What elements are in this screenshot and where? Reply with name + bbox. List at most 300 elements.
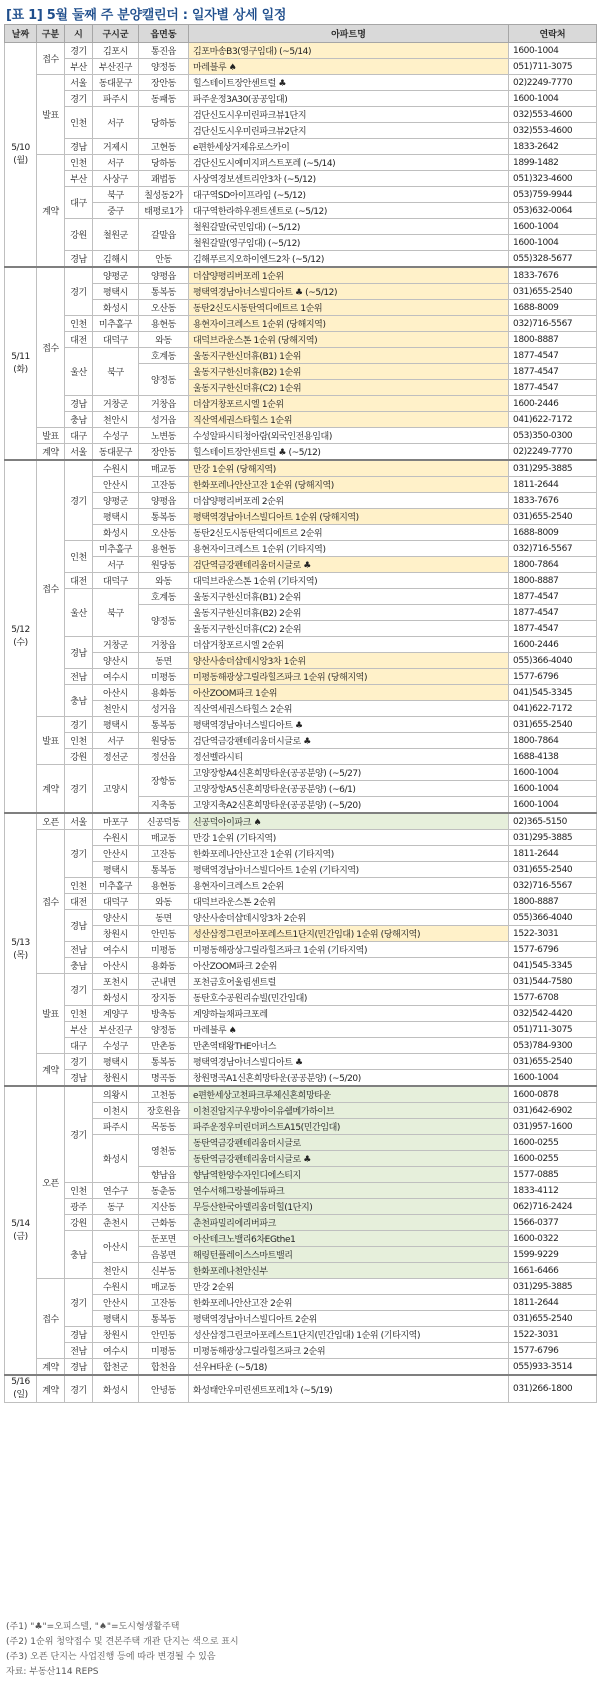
apartment-name-cell: 화성태안우미린센트포레1차 (~5/19) — [189, 1375, 509, 1403]
town-cell: 양평읍 — [139, 267, 189, 284]
apartment-name-cell: 평택역경남아너스빌디아트 ♣ — [189, 1054, 509, 1070]
type-cell: 계약 — [37, 444, 65, 461]
table-row — [5, 637, 597, 653]
apartment-name-cell: 울동지구한신더휴(B2) 1순위 — [189, 364, 509, 380]
district-cell: 화성시 — [93, 300, 139, 316]
header-district: 구시군 — [93, 25, 139, 43]
header-date: 날짜 — [5, 25, 37, 43]
apartment-name-cell: 용현자이크레스트 1순위 (기타지역) — [189, 541, 509, 557]
district-cell: 여수시 — [93, 942, 139, 958]
contact-cell: 051)711-3075 — [509, 59, 597, 75]
apartment-name-cell: 동탄2신도시동탄역디에트르 1순위 — [189, 300, 509, 316]
town-cell: 괘법동 — [139, 171, 189, 187]
apartment-name-cell: 향남역한양수자인디에스티지 — [189, 1167, 509, 1183]
table-row — [5, 942, 597, 958]
date-cell: 5/13 (목) — [5, 813, 37, 1086]
table-row — [5, 541, 597, 557]
contact-cell: 051)711-3075 — [509, 1022, 597, 1038]
table-row — [5, 75, 597, 91]
table-row — [5, 59, 597, 75]
town-cell: 통복동 — [139, 1311, 189, 1327]
apartment-name-cell: 울동지구한신더휴(B1) 2순위 — [189, 589, 509, 605]
apartment-name-cell: 용현자이크레스트 1순위 (당해지역) — [189, 316, 509, 332]
apartment-name-cell: 한화포레나천안신부 — [189, 1263, 509, 1279]
town-cell: 신부동 — [139, 1263, 189, 1279]
province-cell: 울산 — [65, 589, 93, 637]
contact-cell: 031)544-7580 — [509, 974, 597, 990]
apartment-name-cell: 대덕브라운스톤 2순위 — [189, 894, 509, 910]
table-row — [5, 1086, 597, 1103]
apartment-name-cell: 춘천파밀리에리버파크 — [189, 1215, 509, 1231]
contact-cell: 1688-8009 — [509, 525, 597, 541]
header-type: 구분 — [37, 25, 65, 43]
contact-cell: 1600-1004 — [509, 781, 597, 797]
town-cell: 통복동 — [139, 284, 189, 300]
town-cell: 와동 — [139, 894, 189, 910]
district-cell: 사상구 — [93, 171, 139, 187]
district-cell: 양산시 — [93, 910, 139, 926]
apartment-name-cell: 더샵양평리버포레 2순위 — [189, 493, 509, 509]
province-cell: 인천 — [65, 878, 93, 894]
town-cell: 방축동 — [139, 1006, 189, 1022]
table-row — [5, 846, 597, 862]
province-cell: 서울 — [65, 75, 93, 91]
contact-cell: 1600-1004 — [509, 235, 597, 251]
contact-cell: 1600-0255 — [509, 1151, 597, 1167]
apartment-name-cell: 용현자이크레스트 2순위 — [189, 878, 509, 894]
table-row — [5, 653, 597, 669]
type-cell: 발표 — [37, 428, 65, 444]
province-cell: 경기 — [65, 1054, 93, 1070]
apartment-name-cell: 파주운정우미린더퍼스트A15(민간임대) — [189, 1119, 509, 1135]
contact-cell: 1800-7864 — [509, 557, 597, 573]
district-cell: 서구 — [93, 733, 139, 749]
contact-cell: 041)545-3345 — [509, 958, 597, 974]
province-cell: 경기 — [65, 717, 93, 733]
district-cell: 양평군 — [93, 493, 139, 509]
district-cell: 동구 — [93, 1199, 139, 1215]
apartment-name-cell: 사상역경보센트리안3차 (~5/12) — [189, 171, 509, 187]
table-row — [5, 43, 597, 59]
contact-cell: 032)716-5567 — [509, 878, 597, 894]
contact-cell: 053)759-9944 — [509, 187, 597, 203]
contact-cell: 1877-4547 — [509, 380, 597, 396]
town-cell: 동춘동 — [139, 1183, 189, 1199]
table-row — [5, 974, 597, 990]
contact-cell: 1600-1004 — [509, 91, 597, 107]
apartment-name-cell: 김해푸르지오하이엔드2차 (~5/12) — [189, 251, 509, 268]
table-row — [5, 412, 597, 428]
town-cell: 호계동 — [139, 589, 189, 605]
apartment-name-cell: 더샵양평리버포레 1순위 — [189, 267, 509, 284]
table-header-row — [5, 25, 597, 43]
district-cell: 미추홀구 — [93, 316, 139, 332]
town-cell: 노변동 — [139, 428, 189, 444]
district-cell: 평택시 — [93, 1054, 139, 1070]
district-cell: 거제시 — [93, 139, 139, 155]
contact-cell: 055)366-4040 — [509, 653, 597, 669]
town-cell: 매교동 — [139, 1279, 189, 1295]
table-row — [5, 91, 597, 107]
date-cell: 5/11 (화) — [5, 267, 37, 460]
district-cell: 안산시 — [93, 477, 139, 493]
table-row — [5, 1006, 597, 1022]
footnote: (주3) 오픈 단지는 사업진행 등에 따라 변경될 수 있음 — [6, 1652, 216, 1662]
contact-cell: 1522-3031 — [509, 926, 597, 942]
district-cell: 미추홀구 — [93, 878, 139, 894]
apartment-name-cell: 철원갈말(국민임대) (~5/12) — [189, 219, 509, 235]
town-cell: 장항동 — [139, 765, 189, 797]
district-cell: 화성시 — [93, 990, 139, 1006]
contact-cell: 031)295-3885 — [509, 460, 597, 477]
district-cell: 중구 — [93, 203, 139, 219]
apartment-name-cell: 직산역세권스타힐스 1순위 — [189, 412, 509, 428]
district-cell: 북구 — [93, 187, 139, 203]
table-row — [5, 203, 597, 219]
apartment-name-cell: 파주운정3A30(공공임대) — [189, 91, 509, 107]
apartment-name-cell: 울동지구한신더휴(B1) 1순위 — [189, 348, 509, 364]
contact-cell: 031)655-2540 — [509, 284, 597, 300]
table-row — [5, 990, 597, 1006]
contact-cell: 1522-3031 — [509, 1327, 597, 1343]
apartment-name-cell: 대덕브라운스톤 1순위 (기타지역) — [189, 573, 509, 589]
contact-cell: 032)716-5567 — [509, 541, 597, 557]
table-row — [5, 477, 597, 493]
town-cell: 고잔동 — [139, 846, 189, 862]
contact-cell: 031)266-1800 — [509, 1375, 597, 1403]
contact-cell: 1600-1004 — [509, 219, 597, 235]
district-cell: 파주시 — [93, 91, 139, 107]
town-cell: 통복동 — [139, 509, 189, 525]
apartment-name-cell: 평택역경남아너스빌디아트 ♣ — [189, 717, 509, 733]
contact-cell: 1600-1004 — [509, 765, 597, 781]
table-row — [5, 444, 597, 461]
apartment-name-cell: 검단신도시우미린파크뷰1단지 — [189, 107, 509, 123]
town-cell: 성거읍 — [139, 701, 189, 717]
district-cell: 여수시 — [93, 669, 139, 685]
town-cell: 지축동 — [139, 797, 189, 814]
contact-cell: 02)365-5150 — [509, 813, 597, 830]
district-cell: 수원시 — [93, 830, 139, 846]
town-cell: 통진읍 — [139, 43, 189, 59]
date-cell: 5/12 (수) — [5, 460, 37, 813]
district-cell: 이천시 — [93, 1103, 139, 1119]
table-row — [5, 284, 597, 300]
town-cell: 안민동 — [139, 926, 189, 942]
table-row — [5, 926, 597, 942]
contact-cell: 031)655-2540 — [509, 1054, 597, 1070]
apartment-name-cell: 검단역금강펜테리움더시글로 ♣ — [189, 733, 509, 749]
district-cell: 아산시 — [93, 958, 139, 974]
town-cell: 고천동 — [139, 1086, 189, 1103]
contact-cell: 041)545-3345 — [509, 685, 597, 701]
district-cell: 대덕구 — [93, 332, 139, 348]
district-cell: 양산시 — [93, 653, 139, 669]
town-cell: 동면 — [139, 910, 189, 926]
apartment-name-cell: 대덕브라운스톤 1순위 (당해지역) — [189, 332, 509, 348]
province-cell: 인천 — [65, 155, 93, 171]
table-row — [5, 1103, 597, 1119]
district-cell: 천안시 — [93, 412, 139, 428]
table-row — [5, 878, 597, 894]
town-cell: 성거읍 — [139, 412, 189, 428]
table-row — [5, 589, 597, 605]
province-cell: 경남 — [65, 1070, 93, 1087]
apartment-name-cell: 동탄2신도시동탄역디에트르 2순위 — [189, 525, 509, 541]
town-cell: 용화동 — [139, 685, 189, 701]
apartment-name-cell: 포천금호어울림센트럴 — [189, 974, 509, 990]
type-cell: 계약 — [37, 1054, 65, 1087]
province-cell: 충남 — [65, 1231, 93, 1279]
table-row — [5, 1375, 597, 1403]
apartment-name-cell: 동탄역금강펜테리움더시글로 ♣ — [189, 1151, 509, 1167]
town-cell: 정선읍 — [139, 749, 189, 765]
table-row — [5, 267, 597, 284]
table-row — [5, 669, 597, 685]
table-row — [5, 219, 597, 235]
town-cell: 태평로1가 — [139, 203, 189, 219]
table-row — [5, 1070, 597, 1087]
town-cell: 안민동 — [139, 1327, 189, 1343]
contact-cell: 02)2249-7770 — [509, 444, 597, 461]
table-row — [5, 171, 597, 187]
province-cell: 대구 — [65, 187, 93, 219]
type-cell: 접수 — [37, 43, 65, 75]
district-cell: 아산시 — [93, 1231, 139, 1263]
table-row — [5, 155, 597, 171]
contact-cell: 032)716-5567 — [509, 316, 597, 332]
apartment-name-cell: 해링턴플레이스스마트밸리 — [189, 1247, 509, 1263]
town-cell: 미평동 — [139, 942, 189, 958]
province-cell: 울산 — [65, 348, 93, 396]
apartment-name-cell: e편한세상고천파크루체신혼희망타운 — [189, 1086, 509, 1103]
date-cell: 5/14 (금) — [5, 1086, 37, 1375]
district-cell: 김포시 — [93, 43, 139, 59]
date-cell: 5/16 (일) — [5, 1375, 37, 1403]
schedule-table — [4, 24, 597, 1403]
province-cell: 강원 — [65, 749, 93, 765]
type-cell: 접수 — [37, 830, 65, 974]
district-cell: 대덕구 — [93, 894, 139, 910]
contact-cell: 1599-9229 — [509, 1247, 597, 1263]
town-cell: 용화동 — [139, 958, 189, 974]
province-cell: 서울 — [65, 813, 93, 830]
province-cell: 경기 — [65, 765, 93, 814]
apartment-name-cell: 미평동해광상그릴라힐즈파크 2순위 — [189, 1343, 509, 1359]
town-cell: 갈말읍 — [139, 219, 189, 251]
contact-cell: 055)366-4040 — [509, 910, 597, 926]
table-row — [5, 1263, 597, 1279]
apartment-name-cell: 김포마송B3(영구임대) (~5/14) — [189, 43, 509, 59]
town-cell: 거창읍 — [139, 396, 189, 412]
province-cell: 경남 — [65, 1359, 93, 1376]
province-cell: 대전 — [65, 894, 93, 910]
contact-cell: 055)328-5677 — [509, 251, 597, 268]
town-cell: 음봉면 — [139, 1247, 189, 1263]
apartment-name-cell: 동탄역금강펜테리움더시글로 — [189, 1135, 509, 1151]
header-contact: 연락처 — [509, 25, 597, 43]
province-cell: 인천 — [65, 541, 93, 573]
district-cell: 서구 — [93, 557, 139, 573]
apartment-name-cell: 무등산한국아델리움더힐(1단지) — [189, 1199, 509, 1215]
footnote: (주1) "♣"=오피스텔, "♠"=도시형생활주택 — [6, 1622, 180, 1632]
apartment-name-cell: 아산ZOOM파크 2순위 — [189, 958, 509, 974]
district-cell: 마포구 — [93, 813, 139, 830]
contact-cell: 1877-4547 — [509, 605, 597, 621]
district-cell: 천안시 — [93, 1263, 139, 1279]
district-cell: 양평군 — [93, 267, 139, 284]
town-cell: 근화동 — [139, 1215, 189, 1231]
district-cell: 안산시 — [93, 1295, 139, 1311]
contact-cell: 1877-4547 — [509, 348, 597, 364]
town-cell: 매교동 — [139, 830, 189, 846]
apartment-name-cell: 평택역경남아너스빌디아트 2순위 — [189, 1311, 509, 1327]
type-cell: 계약 — [37, 1359, 65, 1376]
town-cell: 명곡동 — [139, 1070, 189, 1087]
province-cell: 충남 — [65, 958, 93, 974]
table-row — [5, 1135, 597, 1151]
table-row — [5, 733, 597, 749]
town-cell: 통복동 — [139, 1054, 189, 1070]
town-cell: 양정동 — [139, 59, 189, 75]
province-cell: 경기 — [65, 43, 93, 59]
table-row — [5, 493, 597, 509]
province-cell: 강원 — [65, 1215, 93, 1231]
district-cell: 창원시 — [93, 1070, 139, 1087]
table-row — [5, 1183, 597, 1199]
apartment-name-cell: 고양장항A4신혼희망타운(공공분양) (~5/27) — [189, 765, 509, 781]
table-row — [5, 139, 597, 155]
town-cell: 동면 — [139, 653, 189, 669]
table-row — [5, 251, 597, 268]
table-row — [5, 557, 597, 573]
table-row — [5, 428, 597, 444]
table-row — [5, 1343, 597, 1359]
district-cell: 평택시 — [93, 1311, 139, 1327]
district-cell: 여수시 — [93, 1343, 139, 1359]
header-town: 읍면동 — [139, 25, 189, 43]
table-row — [5, 1199, 597, 1215]
district-cell: 파주시 — [93, 1119, 139, 1135]
town-cell: 칠성동2가 — [139, 187, 189, 203]
district-cell: 동대문구 — [93, 444, 139, 461]
district-cell: 화성시 — [93, 525, 139, 541]
contact-cell: 1877-4547 — [509, 589, 597, 605]
town-cell: 와동 — [139, 573, 189, 589]
table-row — [5, 332, 597, 348]
district-cell: 연수구 — [93, 1183, 139, 1199]
contact-cell: 1800-8887 — [509, 573, 597, 589]
district-cell: 창원시 — [93, 926, 139, 942]
town-cell: 신공덕동 — [139, 813, 189, 830]
district-cell: 아산시 — [93, 685, 139, 701]
table-row — [5, 300, 597, 316]
apartment-name-cell: 만강 1순위 (기타지역) — [189, 830, 509, 846]
town-cell: 통복동 — [139, 717, 189, 733]
apartment-name-cell: 이천진암지구우방아이유쉘메가하이브 — [189, 1103, 509, 1119]
contact-cell: 1877-4547 — [509, 621, 597, 637]
apartment-name-cell: 한화포레나안산고잔 1순위 (당해지역) — [189, 477, 509, 493]
header-apartment: 아파트명 — [189, 25, 509, 43]
apartment-name-cell: 한화포레나안산고잔 1순위 (기타지역) — [189, 846, 509, 862]
contact-cell: 1899-1482 — [509, 155, 597, 171]
type-cell: 접수 — [37, 1279, 65, 1359]
town-cell: 양평읍 — [139, 493, 189, 509]
apartment-name-cell: 한화포레나안산고잔 2순위 — [189, 1295, 509, 1311]
town-cell: 당하동 — [139, 107, 189, 139]
contact-cell: 032)553-4600 — [509, 123, 597, 139]
apartment-name-cell: 아산테크노밸리6차EGthe1 — [189, 1231, 509, 1247]
contact-cell: 031)655-2540 — [509, 509, 597, 525]
province-cell: 경남 — [65, 251, 93, 268]
district-cell: 미추홀구 — [93, 541, 139, 557]
apartment-name-cell: 검단신도시예미지퍼스트포레 (~5/14) — [189, 155, 509, 171]
district-cell: 평택시 — [93, 717, 139, 733]
type-cell: 오픈 — [37, 1086, 65, 1279]
table-row — [5, 1054, 597, 1070]
contact-cell: 032)542-4420 — [509, 1006, 597, 1022]
district-cell: 북구 — [93, 348, 139, 396]
province-cell: 대구 — [65, 1038, 93, 1054]
town-cell: 고잔동 — [139, 1295, 189, 1311]
contact-cell: 031)295-3885 — [509, 830, 597, 846]
town-cell: 양정동 — [139, 364, 189, 396]
apartment-name-cell: 양산사송더샵데시앙3차 1순위 — [189, 653, 509, 669]
contact-cell: 1833-2642 — [509, 139, 597, 155]
district-cell: 안산시 — [93, 846, 139, 862]
type-cell: 계약 — [37, 765, 65, 814]
apartment-name-cell: 검단역금강펜테리움더시글로 ♣ — [189, 557, 509, 573]
type-cell: 계약 — [37, 1375, 65, 1403]
district-cell: 수원시 — [93, 460, 139, 477]
schedule-body — [5, 43, 597, 1403]
province-cell: 경기 — [65, 974, 93, 1006]
contact-cell: 1833-7676 — [509, 267, 597, 284]
district-cell: 계양구 — [93, 1006, 139, 1022]
table-row — [5, 1215, 597, 1231]
contact-cell: 1600-0322 — [509, 1231, 597, 1247]
apartment-name-cell: 정선벨라시티 — [189, 749, 509, 765]
province-cell: 경남 — [65, 396, 93, 412]
contact-cell: 02)2249-7770 — [509, 75, 597, 91]
type-cell: 발표 — [37, 75, 65, 155]
province-cell: 전남 — [65, 1343, 93, 1359]
town-cell: 거창읍 — [139, 637, 189, 653]
district-cell: 포천시 — [93, 974, 139, 990]
table-row — [5, 717, 597, 733]
town-cell: 고잔동 — [139, 477, 189, 493]
town-cell: 만촌동 — [139, 1038, 189, 1054]
contact-cell: 1800-8887 — [509, 332, 597, 348]
province-cell: 전남 — [65, 669, 93, 685]
type-cell: 발표 — [37, 974, 65, 1054]
province-cell: 서울 — [65, 444, 93, 461]
apartment-name-cell: 평택역경남아너스빌디아트 1순위 (기타지역) — [189, 862, 509, 878]
province-cell: 강원 — [65, 219, 93, 251]
district-cell: 천안시 — [93, 701, 139, 717]
contact-cell: 041)622-7172 — [509, 701, 597, 717]
district-cell: 북구 — [93, 589, 139, 637]
province-cell: 경기 — [65, 1279, 93, 1327]
province-cell: 대전 — [65, 332, 93, 348]
date-cell: 5/10 (월) — [5, 43, 37, 268]
contact-cell: 1811-2644 — [509, 846, 597, 862]
apartment-name-cell: 대구역SD아이프라임 (~5/12) — [189, 187, 509, 203]
town-cell: 오산동 — [139, 300, 189, 316]
town-cell: 안동 — [139, 251, 189, 268]
footnotes — [6, 1620, 239, 1680]
town-cell: 용현동 — [139, 878, 189, 894]
